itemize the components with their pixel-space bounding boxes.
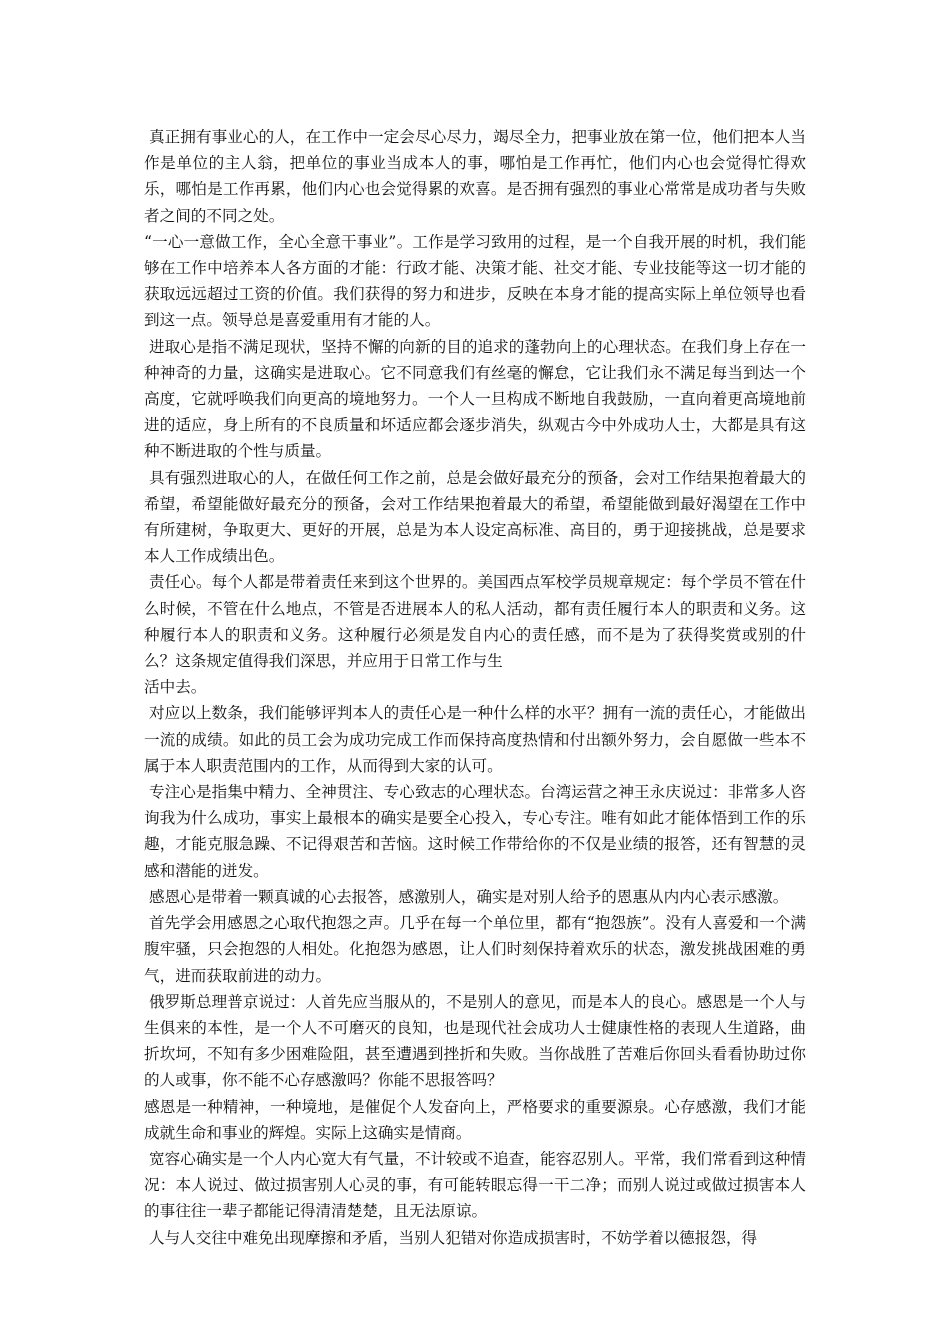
document-body (144, 124, 806, 1251)
paragraph-self-evaluation: 对应以上数条，我们能够评判本人的责任心是一种什么样的水平？拥有一流的责任心，才能做出一流的成绩。如此的员工会为成功完成工作而保持高度热情和付出额外努力，会自愿做一些本不属于本人职责范围内的工作，从而得到大家的认可。 (144, 704, 806, 775)
paragraph-responsibility: 责任心。每个人都是带着责任来到这个世界的。美国西点军校学员规章规定：每个学员不管在什么时候，不管在什么地点，不管是否进展本人的私人活动，都有责任履行本人的职责和义务。这种履行本人的职责和义务。这种履行必须是发自内心的责任感，而不是为了获得奖赏或别的什么？这条规定值得我们深思，并应用于日常工作与生 (144, 573, 806, 671)
paragraph-responsibility-continued: 活中去。 (144, 678, 207, 697)
paragraph-tolerance: 宽容心确实是一个人内心宽大有气量，不计较或不追查，能容忍别人。平常，我们常看到这种情况：本人说过、做过损害别人心灵的事，有可能转眼忘得一干二净；而别人说过或做过损害本人的事往往一辈子都能记得清清楚楚，且无法原谅。 (144, 1149, 806, 1221)
paragraph-gratitude: 感恩心是带着一颗真诚的心去报答，感激别人，确实是对别人给予的恩惠从内内心表示感激。 (144, 887, 789, 906)
paragraph-enterprising-spirit: 进取心是指不满足现状，坚持不懈的向新的目的追求的蓬勃向上的心理状态。在我们身上存在一种神奇的力量，这确实是进取心。它不同意我们有丝毫的懈怠，它让我们永不满足每当到达一个高度，它就呼唤我们向更高的境地努力。一个人一旦构成不断地自我鼓励，一直向着更高境地前进的适应，身上所有的不良质量和坏适应都会逐步消失，纵观古今中外成功人士，大都是具有这种不断进取的个性与质量。 (144, 337, 806, 461)
paragraph-strong-enterprise: 具有强烈进取心的人，在做任何工作之前，总是会做好最充分的预备，会对工作结果抱着最大的希望，希望能做好最充分的预备，会对工作结果抱着最大的希望，希望能做到最好渴望在工作中有所建树，争取更大、更好的开展，总是为本人设定高标准、高目的，勇于迎接挑战，总是要求本人工作成绩出色。 (144, 468, 806, 566)
paragraph-interpersonal: 人与人交往中难免出现摩擦和矛盾，当别人犯错对你造成损害时，不妨学着以德报怨，得 (144, 1228, 758, 1247)
paragraph-work-wholeheartedly: “一心一意做工作，全心全意干事业”。工作是学习致用的过程，是一个自我开展的时机，我们能够在工作中培养本人各方面的才能：行政才能、决策才能、社交才能、专业技能等这一切才能的获取远远超过工资的价值。我们获得的努力和进步，反映在本身才能的提高实际上单位领导也看到这一点。领导总是喜爱重用有才能的人。 (144, 232, 806, 330)
paragraph-gratitude-spirit: 感恩是一种精神，一种境地，是催促个人发奋向上，严格要求的重要源泉。心存感激，我们才能成就生命和事业的辉煌。实际上这确实是情商。 (144, 1097, 806, 1142)
paragraph-putin-quote: 俄罗斯总理普京说过：人首先应当服从的，不是别人的意见，而是本人的良心。感恩是一个人与生俱来的本性，是一个人不可磨灭的良知，也是现代社会成功人士健康性格的表现人生道路，曲折坎坷，不知有多少困难险阻，甚至遭遇到挫折和失败。当你战胜了苦难后你回头看看协助过你的人或事，你不能不心存感激吗？你能不思报答吗？ (144, 992, 806, 1090)
paragraph-replace-complaints: 首先学会用感恩之心取代抱怨之声。几乎在每一个单位里，都有“抱怨族”。没有人喜爱和一个满腹牢骚，只会抱怨的人相处。化抱怨为感恩，让人们时刻保持着欢乐的状态，激发挑战困难的勇气，进而获取前进的动力。 (144, 914, 806, 985)
paragraph-focus: 专注心是指集中精力、全神贯注、专心致志的心理状态。台湾运营之神王永庆说过：非常多人咨询我为什么成功，事实上最根本的确实是要全心投入，专心专注。唯有如此才能体悟到工作的乐趣，才能克服急躁、不记得艰苦和苦恼。这时候工作带给你的不仅是业绩的报答，还有智慧的灵感和潜能的迸发。 (144, 783, 806, 880)
paragraph-career-ambition: 真正拥有事业心的人，在工作中一定会尽心尽力，竭尽全力，把事业放在第一位，他们把本人当作是单位的主人翁，把单位的事业当成本人的事，哪怕是工作再忙，他们内心也会觉得忙得欢乐，哪怕是工作再累，他们内心也会觉得累的欢喜。是否拥有强烈的事业心常常是成功者与失败者之间的不同之处。 (144, 128, 806, 225)
